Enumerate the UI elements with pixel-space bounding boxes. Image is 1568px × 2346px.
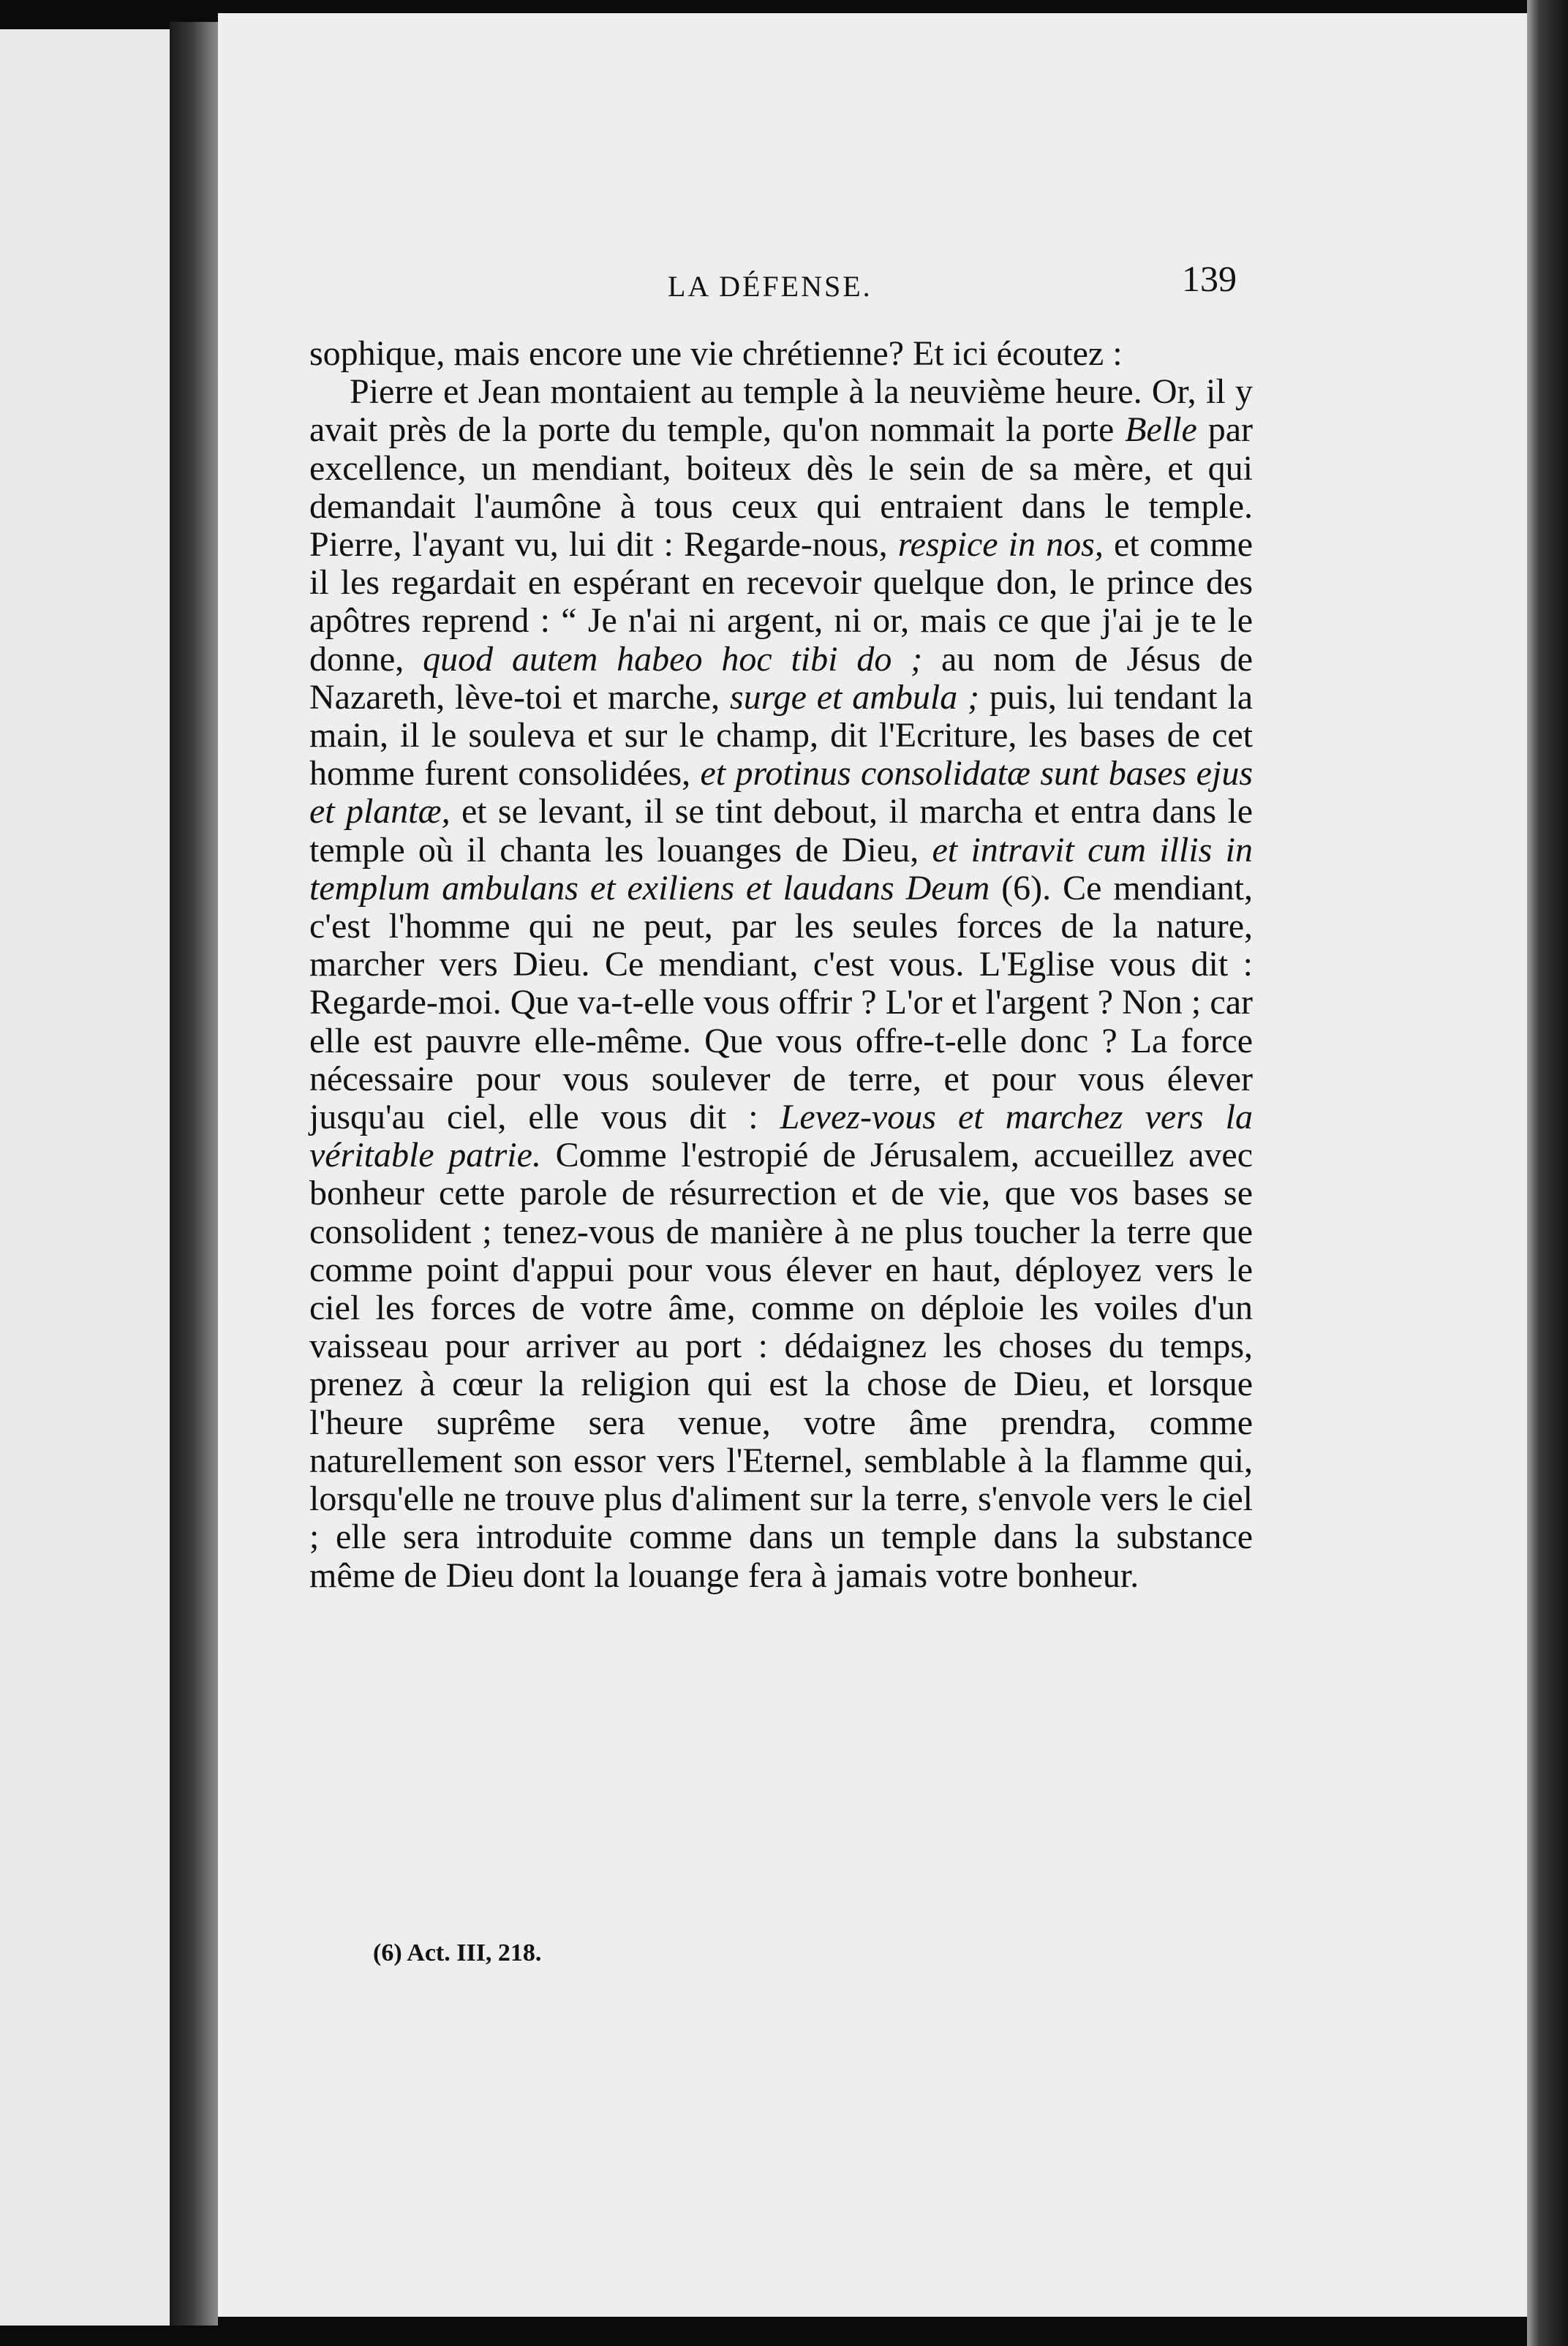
book-gutter [170,22,218,2326]
text-run: (6). Ce mendiant, c'est l'homme qui ne peut, par les seules forces de la nature, marcher vers Dieu. Ce mendiant, c'est vous. L'Eglise vous dit : Regarde-moi. Que va-t-elle vous offrir ? L'or et l'argent ? Non ; car elle est pauvre elle-même. Que vous offre-t-elle donc ? La force nécessaire pour vous soulever de terre, et pour vous élever jusqu'au ciel, elle vous dit : [309,868,1253,1137]
latin-quotation: et intravit cum illis in templum ambulans et exiliens et laudans Deum [309,830,1253,908]
latin-quotation: et protinus consolidatæ sunt bases ejus et plantæ, [309,754,1253,831]
text-run: et se levant, il se tint debout, il marcha et entra dans le temple où il chanta les louanges de Dieu, [309,792,1254,870]
running-head: LA DÉFENSE. [668,270,872,303]
text-run: au nom de Jésus de Nazareth, lève-toi et marche, [309,639,1253,717]
body-text [309,335,1253,1595]
previous-page-edge [0,29,170,2326]
page-number: 139 [1182,258,1237,299]
latin-quotation: respice in nos, [897,525,1104,565]
text-run: sophique, mais encore une vie chrétienne? Et ici écoutez : [309,334,1123,373]
text-run: puis, lui tendant la main, il le souleva et sur le champ, dit l'Ecriture, les bases de cet homme furent consolidées, [309,677,1253,793]
footnote: (6) Act. III, 218. [373,1939,542,1966]
latin-quotation: surge et ambula ; [730,677,980,717]
text-run: par excellence, un mendiant, boiteux dès le sein de sa mère, et qui demandait l'aumône à tous ceux qui entraient dans le temple. Pierre, l'ayant vu, lui dit : Regarde-nous, [309,410,1253,565]
latin-quotation: quod autem habeo hoc tibi do ; [423,639,923,679]
previous-page-text-fragments [0,29,170,2326]
latin-quotation: Levez-vous et marchez vers la véritable patrie. [309,1098,1253,1175]
text-run: Comme l'estropié de Jérusalem, accueillez avec bonheur cette parole de résurrection et de vie, que vos bases se consolident ; tenez-vous de manière à ne plus toucher la terre que comme point d'appui pour vous élever en haut, déployez vers le ciel les forces de votre âme, comme on déploie les voiles d'un vaisseau pour arriver au port : dédaignez les choses du temps, prenez à cœur la religion qui est la chose de Dieu, et lorsque l'heure suprême sera venue, votre âme prendra, comme naturellement son essor vers l'Eternel, semblable à la flamme qui, lorsqu'elle ne trouve plus d'aliment sur la terre, s'envole vers le ciel ; elle sera introduite comme dans un temple dans la substance même de Dieu dont la louange fera à jamais votre bonheur. [309,1136,1253,1595]
latin-quotation: Belle [1125,410,1197,450]
paragraph-1 [309,335,1253,373]
text-run: et comme il les regardait en espérant en recevoir quelque don, le prince des apôtres reprend : “ Je n'ai ni argent, ni or, mais ce que j'ai je te le donne, [309,525,1254,679]
paragraph-2 [309,373,1253,1595]
page-edge-shadow [1527,0,1568,2346]
text-run: Pierre et Jean montaient au temple à la neuvième heure. Or, il y avait près de la porte du temple, qu'on nommait la porte [309,372,1253,450]
